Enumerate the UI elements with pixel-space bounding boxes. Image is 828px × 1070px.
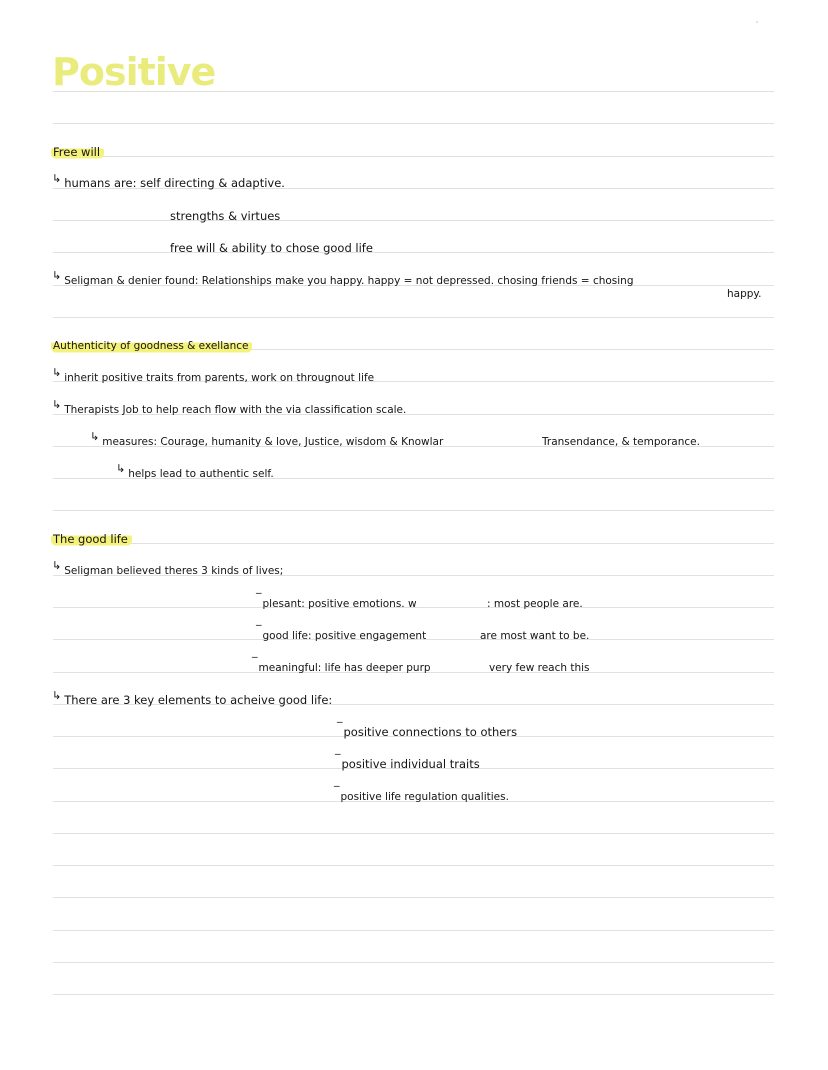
ruled-line (53, 994, 774, 995)
dash-bullet-icon: ‾ (334, 784, 340, 797)
dash-bullet-icon: ‾ (335, 752, 341, 765)
note-line-part: : most people are. (487, 598, 583, 610)
note-line: strengths & virtues (170, 209, 281, 223)
note-line: ↳ inherit positive traits from parents, work on througnout life (52, 366, 375, 384)
arrow-icon: ↳ (52, 366, 62, 379)
page-title: Positive (52, 50, 216, 94)
note-line: ↳ measures: Courage, humanity & love, Justice, wisdom & Knowlar (90, 430, 444, 448)
page-speck (756, 21, 758, 23)
dash-bullet-icon: ‾ (252, 655, 258, 668)
ruled-line (53, 156, 774, 157)
ruled-line (53, 930, 774, 931)
note-line-part: are most want to be. (480, 630, 590, 642)
ruled-line (53, 123, 774, 124)
note-line: ↳ Therapists Job to help reach flow with the via classification scale. (52, 398, 407, 416)
note-line-continuation: happy. (727, 288, 762, 300)
arrow-icon: ↳ (52, 689, 62, 702)
ruled-line (53, 865, 774, 866)
dash-bullet-icon: ‾ (337, 720, 343, 733)
arrow-icon: ↳ (52, 398, 62, 411)
arrow-icon: ↳ (116, 462, 126, 475)
ruled-line (53, 220, 774, 221)
dash-bullet-icon: ‾ (256, 591, 262, 604)
note-line: ‾positive life regulation qualities. (334, 784, 509, 803)
arrow-icon: ↳ (90, 430, 100, 443)
section-heading-good-life: The good life (51, 532, 132, 546)
section-heading-free-will: Free will (51, 145, 104, 159)
note-line: ↳ humans are: self directing & adaptive. (52, 172, 285, 190)
ruled-line (53, 510, 774, 511)
note-line: ↳ Seligman & denier found: Relationships make you happy. happy = not depressed. chosing friends = chosing (52, 269, 634, 287)
section-heading-authenticity: Authenticity of goodness & exellance (51, 339, 252, 353)
arrow-icon: ↳ (52, 269, 62, 282)
note-line-part: very few reach this (489, 662, 590, 674)
ruled-line (53, 317, 774, 318)
note-line: ‾positive connections to others (337, 720, 518, 739)
ruled-line (53, 833, 774, 834)
dash-bullet-icon: ‾ (256, 623, 262, 636)
ruled-line (53, 962, 774, 963)
note-line: ↳ There are 3 key elements to acheive good life: (52, 689, 333, 707)
note-line: ↳ Seligman believed theres 3 kinds of lives; (52, 559, 284, 577)
ruled-line (53, 252, 774, 253)
note-line: free will & ability to chose good life (170, 241, 373, 255)
arrow-icon: ↳ (52, 172, 62, 185)
note-line: ↳ helps lead to authentic self. (116, 462, 274, 480)
note-line: ‾meaningful: life has deeper purp (252, 655, 431, 674)
note-line: ‾good life: positive engagement (256, 623, 427, 642)
note-line: ‾positive individual traits (335, 752, 480, 771)
arrow-icon: ↳ (52, 559, 62, 572)
note-line: ‾plesant: positive emotions. w (256, 591, 417, 610)
note-line-part: Transendance, & temporance. (542, 436, 700, 448)
ruled-line (53, 543, 774, 544)
ruled-line (53, 897, 774, 898)
